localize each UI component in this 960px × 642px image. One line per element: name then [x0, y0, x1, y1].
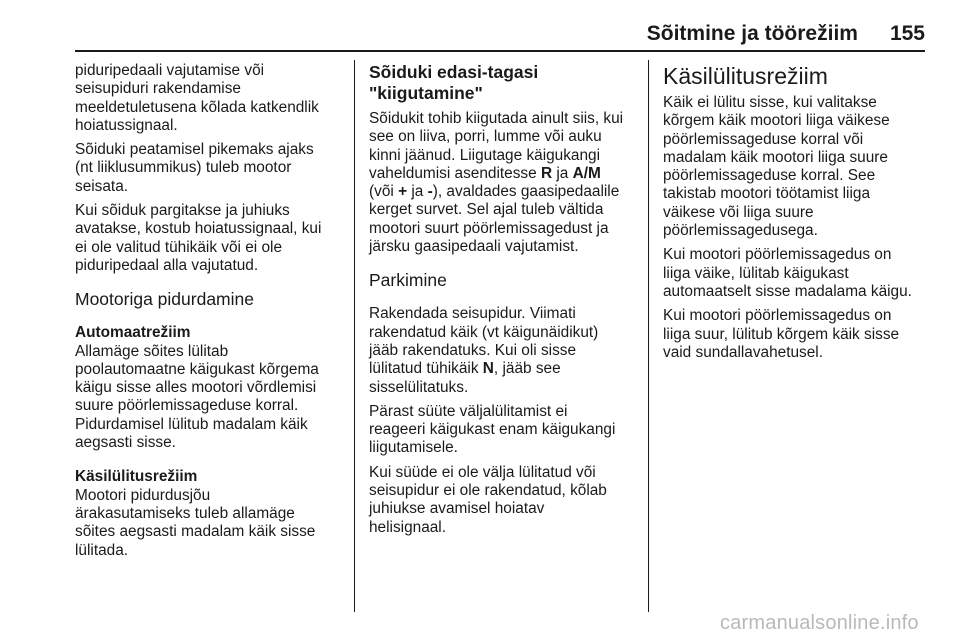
column-2: [369, 62, 637, 543]
paragraph: Käik ei lülitu sisse, kui valitakse kõrgem käik mootori liiga väikese pöörlemissageduse korral või madalam käik mootori liiga suure pöörlemissageduse korral. See takistab mootori töötamist liiga väikese või liiga suure pöörlemissagedusega.: [663, 94, 890, 240]
paragraph: Pärast süüte väljalülitamist ei reageeri käigukast enam käigukangi liigutamisele.: [369, 402, 616, 457]
heading-parking: Parkimine: [369, 270, 447, 291]
paragraph: Kui süüde ei ole välja lülitatud või seisupidur ei ole rakendatud, kõlab juhiukse avamisel hoiatav helisignaal.: [369, 463, 607, 536]
subheading-automatic: Automaatrežiim: [75, 324, 191, 342]
column-3: [663, 62, 931, 368]
column-divider-1: [354, 60, 355, 612]
paragraph: Mootori pidurdusjõu ärakasutamiseks tuleb allamäge sõites aegsasti madalam käik sisse lülitada.: [75, 486, 316, 559]
section-title: Sõitmine ja töörežiim: [646, 22, 858, 45]
paragraph-parking: Rakendada seisupidur. Viimati rakendatud käik (vt käigunäidikut) jääb rakendatuks. Kui oli sisse lülitatud tühikäik N, jääb see sisselülitatuks.: [369, 305, 599, 396]
paragraph: Kui mootori pöörlemissagedus on liiga väike, lülitab käigukast automaatselt sisse madalama käigu.: [663, 246, 912, 300]
paragraph: Kui sõiduk pargitakse ja juhiuks avatakse, kostub hoiatussignaal, kui ei ole valitud tühikäik või ei ole piduripedaal alla vajutatud.: [75, 202, 322, 274]
header-rule: [75, 50, 925, 52]
page-header: [75, 22, 925, 52]
paragraph-rocking: Sõidukit tohib kiigutada ainult siis, kui see on liiva, porri, lumme või auku kinni jäänud. Liigutage käigukangi vaheldumisi asenditesse R ja A/M (või + ja -), avaldades gaasipedaalile kerget survet. Sel ajal tuleb vältida mootori suurt pöörlemissagedust ja järsku gaasipedaali vajutamist.: [369, 110, 624, 256]
paragraph: piduripedaali vajutamise või seisupiduri rakendamise meeldetuletusena kõlada katkendlik hoiatussignaal.: [75, 62, 319, 134]
heading-rocking: Sõiduki edasi-tagasi "kiigutamine": [369, 62, 539, 103]
heading-manual-mode: Käsilülitusrežiim: [663, 63, 828, 89]
paragraph: Sõiduki peatamisel pikemaks ajaks (nt liiklusummikus) tuleb mootor seisata.: [75, 141, 314, 195]
subheading-manual: Käsilülitusrežiim: [75, 468, 198, 486]
watermark-text: carmanualsonline.info: [720, 612, 919, 634]
heading-engine-braking: Mootoriga pidurdamine: [75, 289, 254, 310]
column-1: [75, 62, 343, 566]
gear-key-n: N: [482, 360, 494, 378]
column-divider-2: [648, 60, 649, 612]
gear-key-plus: +: [398, 183, 408, 201]
gear-key-minus: -: [427, 183, 433, 201]
gear-key-am: A/M: [572, 164, 601, 182]
paragraph: Kui mootori pöörlemissagedus on liiga suur, lülitub kõrgem käik sisse vaid sundallavahetusel.: [663, 307, 900, 361]
paragraph: Allamäge sõites lülitab poolautomaatne käigukast kõrgema käigu sisse alles mootori võrdlemisi suure pöörlemissageduse korral. Pidurdamisel lülitub madalam käik aegsasti sisse.: [75, 342, 319, 452]
page-number: 155: [889, 22, 925, 45]
gear-key-r: R: [540, 164, 553, 182]
